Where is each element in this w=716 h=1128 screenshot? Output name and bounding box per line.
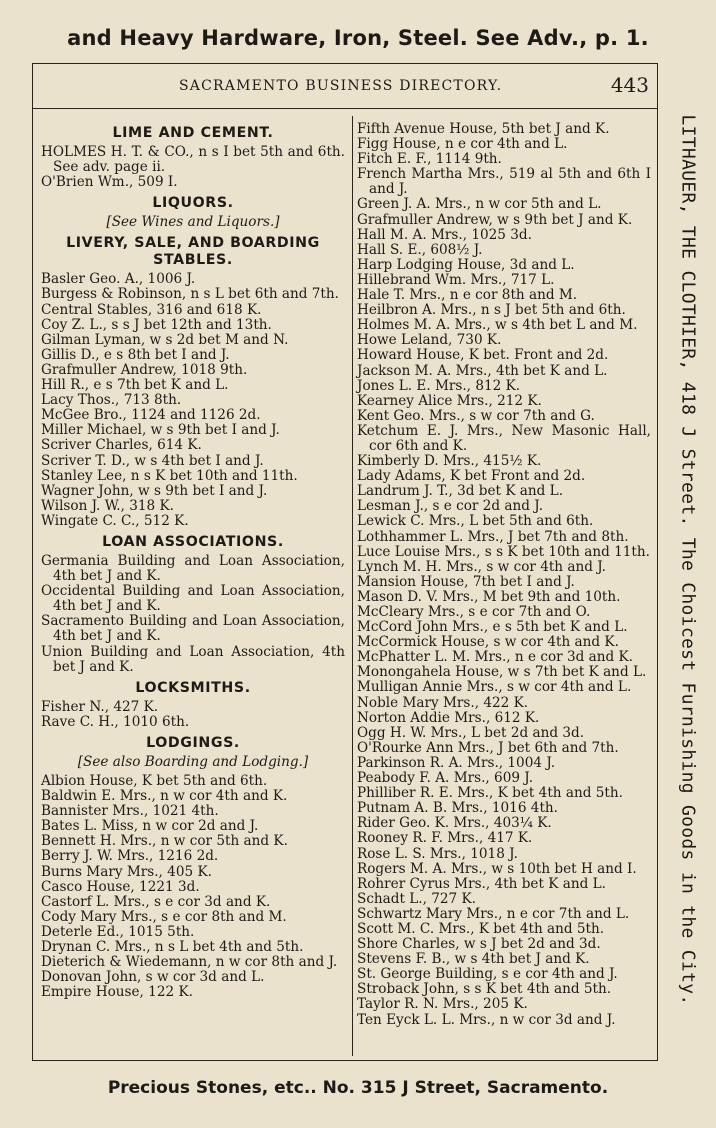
directory-entry: Coy Z. L., s s J bet 12th and 13th. (41, 316, 272, 333)
directory-entry: McCleary Mrs., s e cor 7th and O. (357, 604, 591, 620)
directory-entry: Jones L. E. Mrs., 812 K. (357, 377, 521, 394)
directory-entry: Heilbron A. Mrs., n s J bet 5th and 6th. (357, 302, 626, 319)
directory-entry: Bates L. Miss, n w cor 2d and J. (41, 818, 259, 835)
page-title: SACRAMENTO BUSINESS DIRECTORY. (179, 78, 503, 94)
section-heading: LIQUORS. (152, 195, 234, 212)
column-divider (352, 116, 353, 1056)
directory-entry: Howe Leland, 730 K. (357, 332, 502, 349)
directory-entry: Rider Geo. K. Mrs., 403¼ K. (357, 815, 552, 832)
directory-entry: Central Stables, 316 and 618 K. (41, 301, 262, 318)
directory-entry: Ten Eyck L. L. Mrs., n w cor 3d and J. (357, 1011, 616, 1028)
cross-reference-note: [See Wines and Liquors.] (106, 214, 280, 231)
directory-entry: HOLMES H. T. & CO., n s I bet 5th and 6th. See adv. page ii. (41, 144, 345, 176)
directory-entry: Deterle Ed., 1015 5th. (41, 923, 195, 940)
directory-entry: Basler Geo. A., 1006 J. (41, 271, 196, 288)
directory-entry: Peabody F. A. Mrs., 609 J. (357, 770, 534, 787)
directory-entry: Fitch E. F., 1114 9th. (357, 151, 502, 168)
directory-entry: Scott M. C. Mrs., K bet 4th and 5th. (357, 920, 605, 937)
directory-entry: Kearney Alice Mrs., 212 K. (357, 392, 542, 409)
directory-entry: Gillis D., e s 8th bet I and J. (41, 346, 230, 363)
cross-reference-note: [See also Boarding and Lodging.] (77, 753, 309, 770)
directory-entry: Howard House, K bet. Front and 2d. (357, 347, 609, 364)
directory-entry: Lewick C. Mrs., L bet 5th and 6th. (357, 513, 594, 530)
directory-entry: Ogg H. W. Mrs., L bet 2d and 3d. (357, 724, 585, 741)
directory-entry: French Martha Mrs., 519 al 5th and 6th I and J. (357, 166, 651, 198)
directory-entry: Cody Mary Mrs., s e cor 8th and M. (41, 908, 287, 925)
directory-entry: O'Rourke Ann Mrs., J bet 6th and 7th. (357, 739, 619, 756)
right-column (357, 122, 651, 1028)
directory-entry: Bennett H. Mrs., n w cor 5th and K. (41, 833, 288, 850)
directory-entry: Landrum J. T., 3d bet K and L. (357, 483, 564, 500)
directory-entry: St. George Building, s e cor 4th and J. (357, 966, 618, 983)
top-advertisement-banner: and Heavy Hardware, Iron, Steel. See Adv., p. 1. (67, 26, 649, 50)
directory-entry: Wilson J. W., 318 K. (41, 497, 175, 514)
directory-entry: McCormick House, s w cor 4th and K. (357, 634, 619, 651)
directory-entry: Miller Michael, w s 9th bet I and J. (41, 422, 280, 439)
directory-entry: Burgess & Robinson, n s L bet 6th and 7th. (41, 286, 339, 303)
directory-entry: Burns Mary Mrs., 405 K. (41, 863, 212, 880)
directory-entry: Mulligan Annie Mrs., s w cor 4th and L. (357, 679, 632, 696)
directory-entry: Gilman Lyman, w s 2d bet M and N. (41, 331, 289, 348)
directory-page-frame (32, 63, 658, 1061)
directory-entry: Baldwin E. Mrs., n w cor 4th and K. (41, 788, 288, 805)
directory-entry: Schadt L., 727 K. (357, 890, 477, 907)
directory-entry: Donovan John, s w cor 3d and L. (41, 969, 265, 986)
directory-entry: Sacramento Building and Loan Association, 4th bet J and K. (41, 613, 345, 645)
page-header (33, 64, 657, 109)
directory-entry: Lothhammer L. Mrs., J bet 7th and 8th. (357, 528, 629, 545)
directory-entry: Union Building and Loan Association, 4th bet J and K. (41, 643, 345, 675)
directory-entry: Casco House, 1221 3d. (41, 878, 200, 895)
directory-entry: Hillebrand Wm. Mrs., 717 L. (357, 271, 555, 288)
directory-entry: Stanley Lee, n s K bet 10th and 11th. (41, 467, 298, 484)
directory-entry: O'Brien Wm., 509 I. (41, 174, 178, 191)
directory-entry: Grafmuller Andrew, 1018 9th. (41, 361, 248, 378)
directory-entry: Mason D. V. Mrs., M bet 9th and 10th. (357, 588, 621, 605)
directory-entry: Green J. A. Mrs., n w cor 5th and L. (357, 196, 602, 213)
directory-entry: Norton Addie Mrs., 612 K. (357, 709, 540, 726)
directory-entry: Rave C. H., 1010 6th. (41, 713, 190, 730)
directory-entry: Lynch M. H. Mrs., s w cor 4th and J. (357, 558, 606, 575)
directory-entry: Wagner John, w s 9th bet I and J. (41, 482, 268, 499)
directory-entry: Luce Louise Mrs., s s K bet 10th and 11th. (357, 543, 650, 560)
section-heading: LOCKSMITHS. (135, 679, 251, 696)
directory-entry: Figg House, n e cor 4th and L. (357, 136, 568, 153)
directory-entry: Empire House, 122 K. (41, 984, 193, 1001)
directory-entry: Rohrer Cyrus Mrs., 4th bet K and L. (357, 875, 606, 892)
directory-entry: Putnam A. B. Mrs., 1016 4th. (357, 800, 558, 817)
directory-entry: Fisher N., 427 K. (41, 698, 159, 715)
directory-entry: Scriver Charles, 614 K. (41, 437, 202, 454)
directory-entry: Grafmuller Andrew, w s 9th bet J and K. (357, 211, 633, 228)
directory-entry: Germania Building and Loan Association, 4th bet J and K. (41, 552, 345, 585)
directory-entry: Wingate C. C., 512 K. (41, 512, 189, 529)
section-heading: LIME AND CEMENT. (112, 125, 274, 141)
directory-entry: Rogers M. A. Mrs., w s 10th bet H and I. (357, 860, 637, 877)
directory-entry: Scriver T. D., w s 4th bet I and J. (41, 452, 264, 469)
section-heading: LODGINGS. (146, 734, 240, 751)
directory-entry: Castorf L. Mrs., s e cor 3d and K. (41, 893, 271, 910)
section-heading: LIVERY, SALE, AND BOARDING STABLES. (66, 235, 320, 269)
directory-entry: Parkinson R. A. Mrs., 1004 J. (357, 754, 556, 771)
directory-entry: Hall M. A. Mrs., 1025 3d. (357, 226, 532, 243)
directory-entry: Noble Mary Mrs., 422 K. (357, 694, 529, 711)
directory-entry: Stroback John, s s K bet 4th and 5th. (357, 981, 612, 998)
directory-entry: Fifth Avenue House, 5th bet J and K. (357, 121, 610, 137)
directory-entry: Hill R., e s 7th bet K and L. (41, 377, 229, 394)
section-heading: LOAN ASSOCIATIONS. (102, 533, 284, 550)
directory-entry: Lesman J., s e cor 2d and J. (357, 498, 544, 515)
bottom-advertisement-banner: Precious Stones, etc.. No. 315 J Street, Sacramento. (107, 1078, 609, 1098)
directory-entry: Lacy Thos., 713 8th. (41, 392, 182, 409)
directory-entry: Rooney R. F. Mrs., 417 K. (357, 830, 533, 847)
directory-entry: Albion House, K bet 5th and 6th. (41, 773, 268, 789)
side-advertisement: LITHAUER, THE CLOTHIER, 418 J Street. The Choicest Furnishing Goods in the City. (677, 114, 699, 1006)
directory-entry: Berry J. W. Mrs., 1216 2d. (41, 848, 219, 865)
page-number: 443 (610, 73, 649, 97)
directory-entry: Mansion House, 7th bet I and J. (357, 573, 575, 590)
directory-entry: Hale T. Mrs., n e cor 8th and M. (357, 287, 578, 304)
directory-entry: Jackson M. A. Mrs., 4th bet K and L. (357, 362, 608, 379)
directory-entry: Holmes M. A. Mrs., w s 4th bet L and M. (357, 317, 638, 334)
directory-entry: Dieterich & Wiedemann, n w cor 8th and J. (41, 954, 338, 971)
directory-entry: McPhatter L. M. Mrs., n e cor 3d and K. (357, 649, 634, 666)
directory-entry: Taylor R. N. Mrs., 205 K. (357, 996, 528, 1013)
left-column (41, 122, 345, 1000)
directory-entry: Kent Geo. Mrs., s w cor 7th and G. (357, 407, 595, 424)
directory-entry: Monongahela House, w s 7th bet K and L. (357, 664, 647, 681)
directory-entry: Schwartz Mary Mrs., n e cor 7th and L. (357, 905, 630, 922)
directory-entry: Hall S. E., 608½ J. (357, 241, 483, 258)
directory-entry: Rose L. S. Mrs., 1018 J. (357, 845, 518, 862)
directory-entry: Lady Adams, K bet Front and 2d. (357, 468, 586, 485)
directory-entry: Stevens F. B., w s 4th bet J and K. (357, 951, 590, 968)
directory-entry: Occidental Building and Loan Association, 4th bet J and K. (41, 583, 345, 615)
directory-entry: Ketchum E. J. Mrs., New Masonic Hall, cor 6th and K. (357, 422, 651, 454)
directory-entry: Philliber R. E. Mrs., K bet 4th and 5th. (357, 785, 623, 802)
directory-entry: Kimberly D. Mrs., 415½ K. (357, 453, 542, 470)
directory-entry: Harp Lodging House, 3d and L. (357, 256, 575, 273)
directory-entry: Drynan C. Mrs., n s L bet 4th and 5th. (41, 939, 304, 956)
directory-entry: Bannister Mrs., 1021 4th. (41, 803, 219, 820)
directory-entry: Shore Charles, w s J bet 2d and 3d. (357, 936, 601, 953)
directory-entry: McCord John Mrs., e s 5th bet K and L. (357, 619, 628, 636)
directory-entry: McGee Bro., 1124 and 1126 2d. (41, 407, 261, 424)
